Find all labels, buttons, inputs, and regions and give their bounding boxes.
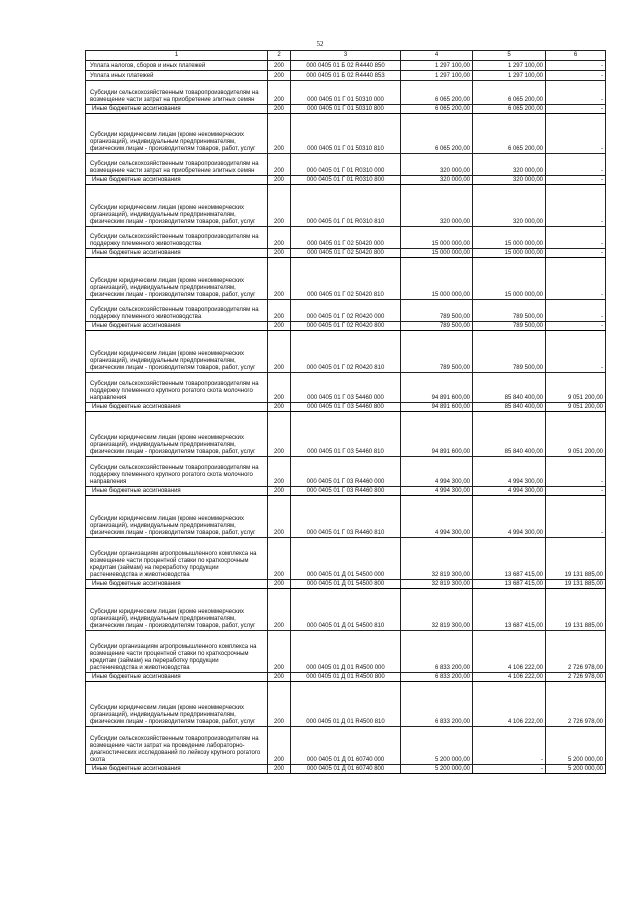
table-row (86, 114, 606, 154)
row-kbk-cell: 000 0405 01 Д 01 R4500 810 (291, 682, 401, 727)
row-code-cell: 200 (268, 154, 291, 176)
page-number: 52 (316, 40, 324, 48)
row-value5-cell: 6 065 200,00 (473, 114, 546, 154)
row-name-cell: Иные бюджетные ассигнования (86, 673, 268, 682)
row-value4-cell: 15 000 000,00 (401, 249, 473, 258)
row-kbk-cell: 000 0405 01 Г 03 R4460 000 (291, 457, 401, 487)
row-value5-cell: 13 687 415,00 (473, 589, 546, 631)
budget-table (85, 50, 606, 774)
row-code-cell: 200 (268, 682, 291, 727)
row-kbk-cell: 000 0405 01 Г 01 50310 000 (291, 81, 401, 105)
row-name-cell: Субсидии юридическим лицам (кроме некоммерческих организаций), индивидуальным предпринимателям, физическим лицам - производителям товаров, работ, услуг (86, 331, 268, 373)
row-code-cell: 200 (268, 105, 291, 114)
row-value4-cell: 6 833 200,00 (401, 673, 473, 682)
table-row (86, 249, 606, 258)
row-value5-cell: 789 500,00 (473, 300, 546, 322)
row-code-cell: 200 (268, 61, 291, 71)
row-name-cell: Иные бюджетные ассигнования (86, 403, 268, 412)
row-name-cell: Иные бюджетные ассигнования (86, 176, 268, 185)
row-value4-cell: 32 819 300,00 (401, 589, 473, 631)
row-code-cell: 200 (268, 580, 291, 589)
row-value5-cell: 4 106 222,00 (473, 682, 546, 727)
row-value6-cell: - (546, 457, 606, 487)
row-name-cell: Иные бюджетные ассигнования (86, 765, 268, 774)
row-value6-cell: - (546, 105, 606, 114)
row-value6-cell: 9 051 200,00 (546, 403, 606, 412)
row-name-cell: Субсидии сельскохозяйственным товаропроизводителям на возмещение части затрат на приобретение элитных семян (86, 154, 268, 176)
row-value5-cell: 320 000,00 (473, 154, 546, 176)
column-header: 6 (546, 51, 606, 61)
row-kbk-cell: 000 0405 01 Г 02 R0420 800 (291, 322, 401, 331)
row-name-cell: Уплата налогов, сборов и иных платежей (86, 61, 268, 71)
row-value4-cell: 94 891 600,00 (401, 403, 473, 412)
row-value4-cell: 32 819 300,00 (401, 580, 473, 589)
table-row (86, 496, 606, 538)
row-kbk-cell: 000 0405 01 Д 01 54500 810 (291, 589, 401, 631)
row-kbk-cell: 000 0405 01 Г 01 R0310 000 (291, 154, 401, 176)
row-value6-cell: 5 200 000,00 (546, 727, 606, 765)
row-name-cell: Субсидии сельскохозяйственным товаропроизводителям на возмещение части затрат на приобретение элитных семян (86, 81, 268, 105)
table-row (86, 331, 606, 373)
row-value5-cell: 4 994 300,00 (473, 496, 546, 538)
row-value5-cell: 15 000 000,00 (473, 258, 546, 300)
row-code-cell: 200 (268, 487, 291, 496)
row-code-cell: 200 (268, 403, 291, 412)
row-kbk-cell: 000 0405 01 Г 01 50310 800 (291, 105, 401, 114)
row-value5-cell: - (473, 765, 546, 774)
table-row (86, 81, 606, 105)
table-row (86, 71, 606, 81)
row-value4-cell: 789 500,00 (401, 322, 473, 331)
row-value6-cell: - (546, 61, 606, 71)
row-name-cell: Субсидии юридическим лицам (кроме некоммерческих организаций), индивидуальным предпринимателям, физическим лицам - производителям товаров, работ, услуг (86, 589, 268, 631)
row-value4-cell: 789 500,00 (401, 300, 473, 322)
row-kbk-cell: 000 0405 01 Г 01 R0310 800 (291, 176, 401, 185)
row-value6-cell: - (546, 81, 606, 105)
table-row (86, 727, 606, 765)
row-kbk-cell: 000 0405 01 Г 03 R4460 810 (291, 496, 401, 538)
row-code-cell: 200 (268, 300, 291, 322)
row-kbk-cell: 000 0405 01 Г 02 R0420 000 (291, 300, 401, 322)
row-code-cell: 200 (268, 496, 291, 538)
row-value5-cell: 4 994 300,00 (473, 457, 546, 487)
row-value5-cell: 1 297 100,00 (473, 71, 546, 81)
row-name-cell: Субсидии юридическим лицам (кроме некоммерческих организаций), индивидуальным предпринимателям, физическим лицам - производителям товаров, работ, услуг (86, 185, 268, 227)
row-name-cell: Субсидии организациям агропромышленного комплекса на возмещение части процентной ставки по краткосрочным кредитам (займам) на переработку продукции растениеводства и животноводства (86, 538, 268, 580)
table-row (86, 185, 606, 227)
row-value4-cell: 320 000,00 (401, 154, 473, 176)
row-value6-cell: - (546, 249, 606, 258)
row-value6-cell: - (546, 258, 606, 300)
row-code-cell: 200 (268, 81, 291, 105)
row-kbk-cell: 000 0405 01 Д 01 60740 800 (291, 765, 401, 774)
row-value5-cell: - (473, 727, 546, 765)
row-value5-cell: 320 000,00 (473, 176, 546, 185)
row-value6-cell: - (546, 176, 606, 185)
row-value5-cell: 6 065 200,00 (473, 81, 546, 105)
row-name-cell: Иные бюджетные ассигнования (86, 580, 268, 589)
row-value6-cell: - (546, 71, 606, 81)
row-value6-cell: 19 131 885,00 (546, 589, 606, 631)
row-code-cell: 200 (268, 412, 291, 457)
row-value6-cell: - (546, 227, 606, 249)
row-kbk-cell: 000 0405 01 Г 03 54460 810 (291, 412, 401, 457)
row-kbk-cell: 000 0405 01 Д 01 54500 000 (291, 538, 401, 580)
row-value6-cell: - (546, 154, 606, 176)
row-name-cell: Иные бюджетные ассигнования (86, 322, 268, 331)
row-name-cell: Субсидии сельскохозяйственным товаропроизводителям на поддержку племенного крупного рогатого скота молочного направления (86, 457, 268, 487)
row-name-cell: Субсидии юридическим лицам (кроме некоммерческих организаций), индивидуальным предпринимателям, физическим лицам - производителям товаров, работ, услуг (86, 412, 268, 457)
row-value6-cell: 9 051 200,00 (546, 373, 606, 403)
column-header: 2 (268, 51, 291, 61)
row-value5-cell: 4 106 222,00 (473, 673, 546, 682)
row-name-cell: Субсидии юридическим лицам (кроме некоммерческих организаций), индивидуальным предпринимателям, физическим лицам - производителям товаров, работ, услуг (86, 682, 268, 727)
row-code-cell: 200 (268, 322, 291, 331)
row-value6-cell: - (546, 496, 606, 538)
row-value4-cell: 6 065 200,00 (401, 81, 473, 105)
row-value4-cell: 6 833 200,00 (401, 631, 473, 673)
row-code-cell: 200 (268, 71, 291, 81)
row-name-cell: Субсидии сельскохозяйственным товаропроизводителям на возмещение части затрат на проведение лабораторно-диагностических исследований по лейкозу крупного рогатого скота (86, 727, 268, 765)
row-name-cell: Иные бюджетные ассигнования (86, 105, 268, 114)
row-value6-cell: - (546, 185, 606, 227)
header-row (86, 51, 606, 61)
row-value4-cell: 4 994 300,00 (401, 487, 473, 496)
row-kbk-cell: 000 0405 01 Г 02 R0420 810 (291, 331, 401, 373)
row-kbk-cell: 000 0405 01 Г 02 50420 810 (291, 258, 401, 300)
table-row (86, 631, 606, 673)
row-value4-cell: 6 065 200,00 (401, 114, 473, 154)
row-value4-cell: 32 819 300,00 (401, 538, 473, 580)
row-value6-cell: 19 131 885,00 (546, 538, 606, 580)
row-kbk-cell: 000 0405 01 Д 01 R4500 800 (291, 673, 401, 682)
row-code-cell: 200 (268, 249, 291, 258)
table-row (86, 373, 606, 403)
row-value4-cell: 94 891 600,00 (401, 373, 473, 403)
row-name-cell: Субсидии юридическим лицам (кроме некоммерческих организаций), индивидуальным предпринимателям, физическим лицам - производителям товаров, работ, услуг (86, 114, 268, 154)
column-header: 3 (291, 51, 401, 61)
table-row (86, 487, 606, 496)
row-kbk-cell: 000 0405 01 Г 03 54460 800 (291, 403, 401, 412)
row-code-cell: 200 (268, 331, 291, 373)
row-value6-cell: 9 051 200,00 (546, 412, 606, 457)
table-row (86, 300, 606, 322)
row-value6-cell: - (546, 487, 606, 496)
table-row (86, 673, 606, 682)
row-value5-cell: 85 840 400,00 (473, 412, 546, 457)
row-value6-cell: - (546, 322, 606, 331)
table-row (86, 589, 606, 631)
row-code-cell: 200 (268, 185, 291, 227)
row-value5-cell: 85 840 400,00 (473, 403, 546, 412)
row-value5-cell: 6 065 200,00 (473, 105, 546, 114)
table-row (86, 403, 606, 412)
row-kbk-cell: 000 0405 01 Г 02 50420 000 (291, 227, 401, 249)
table-row (86, 61, 606, 71)
row-value5-cell: 15 000 000,00 (473, 249, 546, 258)
row-kbk-cell: 000 0405 01 Г 03 54460 000 (291, 373, 401, 403)
table-row (86, 176, 606, 185)
row-value4-cell: 1 297 100,00 (401, 71, 473, 81)
row-name-cell: Субсидии организациям агропромышленного комплекса на возмещение части процентной ставки по краткосрочным кредитам (займам) на переработку продукции растениеводства и животноводства (86, 631, 268, 673)
table-row (86, 538, 606, 580)
row-value6-cell: 2 726 978,00 (546, 673, 606, 682)
row-value4-cell: 15 000 000,00 (401, 227, 473, 249)
row-value4-cell: 6 833 200,00 (401, 682, 473, 727)
row-code-cell: 200 (268, 227, 291, 249)
row-name-cell: Субсидии юридическим лицам (кроме некоммерческих организаций), индивидуальным предпринимателям, физическим лицам - производителям товаров, работ, услуг (86, 258, 268, 300)
table-row (86, 682, 606, 727)
row-value6-cell: 19 131 885,00 (546, 580, 606, 589)
row-value5-cell: 789 500,00 (473, 331, 546, 373)
row-value4-cell: 94 891 600,00 (401, 412, 473, 457)
row-value6-cell: 2 726 978,00 (546, 682, 606, 727)
row-value4-cell: 5 200 000,00 (401, 765, 473, 774)
row-code-cell: 200 (268, 258, 291, 300)
row-value4-cell: 6 065 200,00 (401, 105, 473, 114)
column-header: 4 (401, 51, 473, 61)
row-kbk-cell: 000 0405 01 Г 01 50310 810 (291, 114, 401, 154)
table-row (86, 457, 606, 487)
column-header: 5 (473, 51, 546, 61)
row-name-cell: Субсидии сельскохозяйственным товаропроизводителям на поддержку племенного крупного рогатого скота молочного направления (86, 373, 268, 403)
row-value4-cell: 320 000,00 (401, 176, 473, 185)
row-value6-cell: - (546, 300, 606, 322)
row-code-cell: 200 (268, 114, 291, 154)
row-value4-cell: 5 200 000,00 (401, 727, 473, 765)
row-value5-cell: 4 106 222,00 (473, 631, 546, 673)
row-name-cell: Уплата иных платежей (86, 71, 268, 81)
row-code-cell: 200 (268, 457, 291, 487)
row-name-cell: Иные бюджетные ассигнования (86, 487, 268, 496)
table-row (86, 154, 606, 176)
row-kbk-cell: 000 0405 01 Д 01 60740 000 (291, 727, 401, 765)
row-value5-cell: 13 687 415,00 (473, 580, 546, 589)
row-kbk-cell: 000 0405 01 Г 01 R0310 810 (291, 185, 401, 227)
row-value5-cell: 85 840 400,00 (473, 373, 546, 403)
row-value5-cell: 789 500,00 (473, 322, 546, 331)
row-kbk-cell: 000 0405 01 Д 01 R4500 000 (291, 631, 401, 673)
row-code-cell: 200 (268, 727, 291, 765)
row-value6-cell: - (546, 114, 606, 154)
row-name-cell: Иные бюджетные ассигнования (86, 249, 268, 258)
row-code-cell: 200 (268, 765, 291, 774)
row-value4-cell: 4 994 300,00 (401, 457, 473, 487)
row-code-cell: 200 (268, 631, 291, 673)
row-kbk-cell: 000 0405 01 Д 01 54500 800 (291, 580, 401, 589)
row-name-cell: Субсидии юридическим лицам (кроме некоммерческих организаций), индивидуальным предпринимателям, физическим лицам - производителям товаров, работ, услуг (86, 496, 268, 538)
row-value5-cell: 15 000 000,00 (473, 227, 546, 249)
row-kbk-cell: 000 0405 01 Б 02 R4440 853 (291, 71, 401, 81)
row-value4-cell: 4 994 300,00 (401, 496, 473, 538)
row-kbk-cell: 000 0405 01 Г 03 R4460 800 (291, 487, 401, 496)
row-value6-cell: - (546, 331, 606, 373)
row-value4-cell: 15 000 000,00 (401, 258, 473, 300)
row-kbk-cell: 000 0405 01 Б 02 R4440 850 (291, 61, 401, 71)
table-row (86, 258, 606, 300)
table-row (86, 580, 606, 589)
column-header: 1 (86, 51, 268, 61)
row-value6-cell: 5 200 000,00 (546, 765, 606, 774)
row-value5-cell: 320 000,00 (473, 185, 546, 227)
row-value5-cell: 4 994 300,00 (473, 487, 546, 496)
table-row (86, 765, 606, 774)
row-kbk-cell: 000 0405 01 Г 02 50420 800 (291, 249, 401, 258)
row-value4-cell: 789 500,00 (401, 331, 473, 373)
table-row (86, 412, 606, 457)
table-row (86, 227, 606, 249)
row-code-cell: 200 (268, 373, 291, 403)
row-value5-cell: 1 297 100,00 (473, 61, 546, 71)
table-row (86, 105, 606, 114)
row-value4-cell: 1 297 100,00 (401, 61, 473, 71)
row-code-cell: 200 (268, 589, 291, 631)
table-row (86, 322, 606, 331)
row-value6-cell: 2 726 978,00 (546, 631, 606, 673)
row-value4-cell: 320 000,00 (401, 185, 473, 227)
row-code-cell: 200 (268, 538, 291, 580)
row-value5-cell: 13 687 415,00 (473, 538, 546, 580)
row-code-cell: 200 (268, 673, 291, 682)
row-code-cell: 200 (268, 176, 291, 185)
row-name-cell: Субсидии сельскохозяйственным товаропроизводителям на поддержку племенного животноводства (86, 227, 268, 249)
row-name-cell: Субсидии сельскохозяйственным товаропроизводителям на поддержку племенного животноводства (86, 300, 268, 322)
